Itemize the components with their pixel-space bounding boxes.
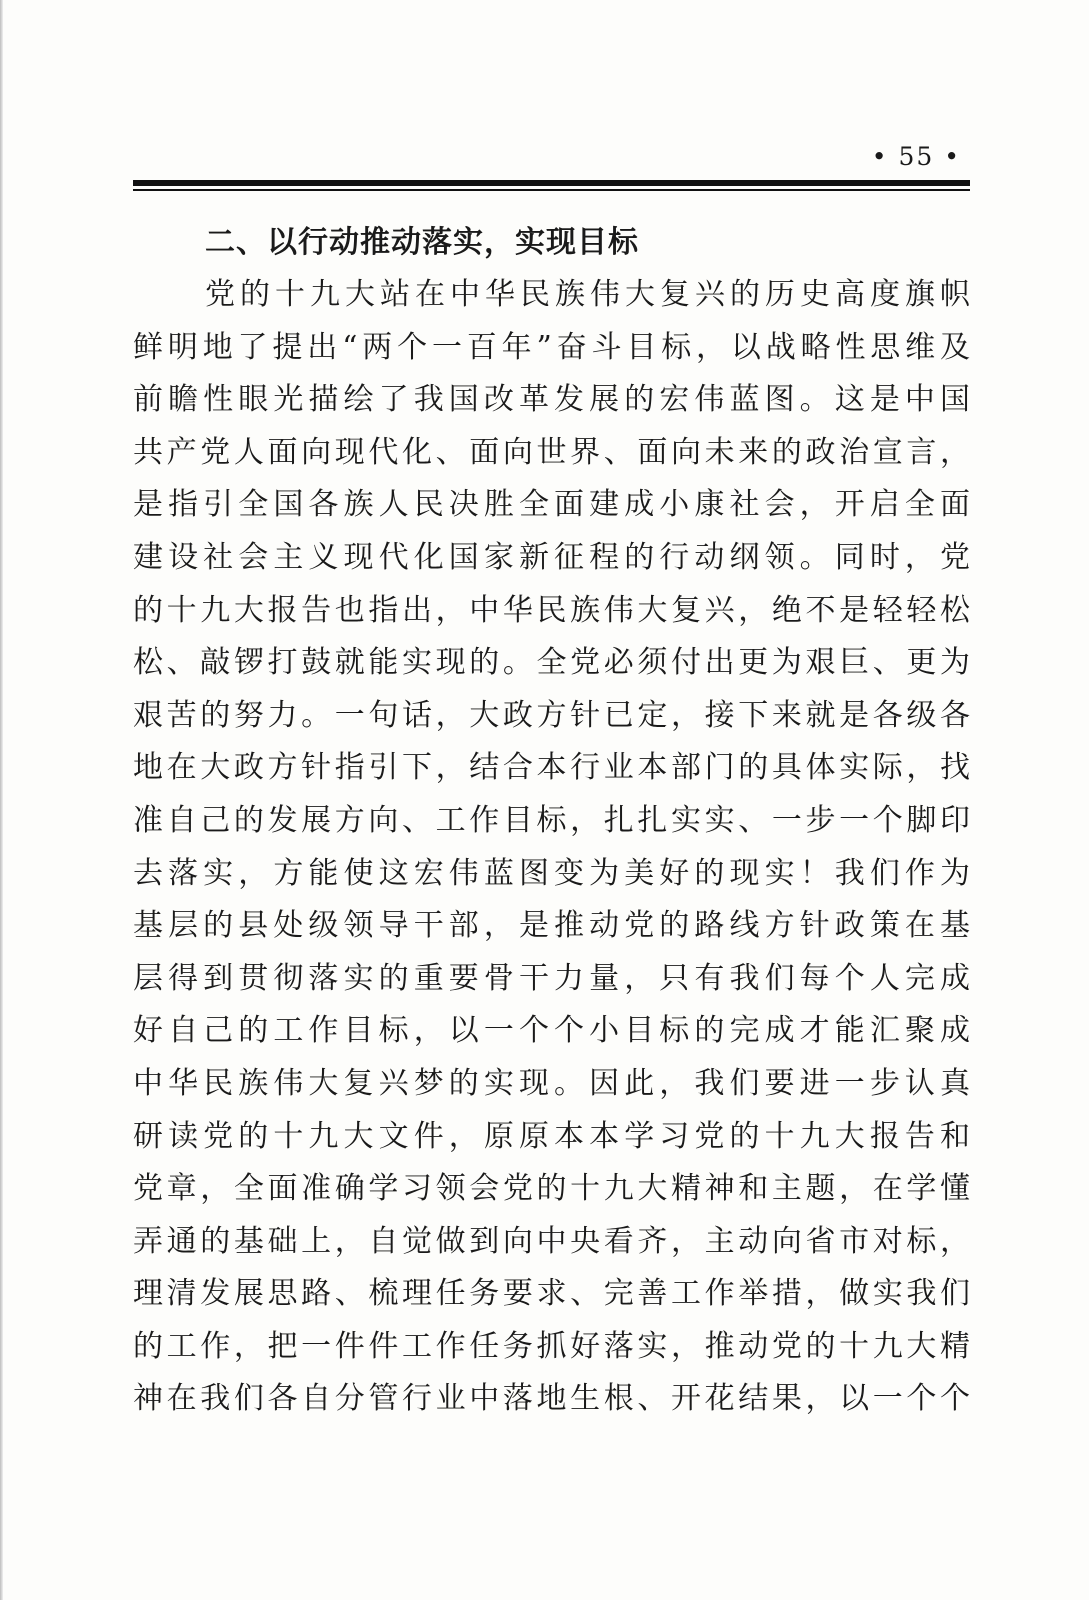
page-edge-shadow (0, 0, 3, 1600)
header-rule-thin (133, 189, 970, 191)
text-line: 的工作，把一件件工作任务抓好落实，推动党的十九大精 (133, 1328, 970, 1364)
text-line: 党的十九大站在中华民族伟大复兴的历史高度旗帜 (205, 277, 970, 312)
header-rule-thick (133, 180, 970, 186)
text-line: 基层的县处级领导干部，是推动党的路线方针政策在基 (133, 908, 970, 944)
text-line: 的十九大报告也指出，中华民族伟大复兴，绝不是轻轻松 (133, 592, 970, 628)
text-line: 中华民族伟大复兴梦的实现。因此，我们要进一步认真 (133, 1065, 970, 1101)
text-line: 是指引全国各族人民决胜全面建成小康社会，开启全面 (133, 487, 970, 523)
text-line: 神在我们各自分管行业中落地生根、开花结果，以一个个 (133, 1381, 970, 1417)
text-line: 准自己的发展方向、工作目标，扎扎实实、一步一个脚印 (133, 802, 970, 838)
text-line: 理清发展思路、梳理任务要求、完善工作举措，做实我们 (133, 1276, 970, 1312)
text-line: 建设社会主义现代化国家新征程的行动纲领。同时，党 (133, 539, 970, 575)
text-line: 前瞻性眼光描绘了我国改革发展的宏伟蓝图。这是中国 (133, 382, 970, 418)
text-line: 党章，全面准确学习领会党的十九大精神和主题，在学懂 (133, 1171, 970, 1207)
section-heading: 二、以行动推动落实，实现目标 (205, 225, 639, 260)
text-line: 艰苦的努力。一句话，大政方针已定，接下来就是各级各 (133, 697, 970, 733)
body-paragraph (133, 269, 970, 1426)
text-line: 松、敲锣打鼓就能实现的。全党必须付出更为艰巨、更为 (133, 645, 970, 681)
text-line: 研读党的十九大文件，原原本本学习党的十九大报告和 (133, 1118, 970, 1154)
text-line: 弄通的基础上，自觉做到向中央看齐，主动向省市对标， (133, 1223, 970, 1259)
text-line: 层得到贯彻落实的重要骨干力量，只有我们每个人完成 (133, 960, 970, 996)
page-number: • 55 • (871, 142, 961, 171)
text-line: 鲜明地了提出“两个一百年”奋斗目标，以战略性思维及 (133, 329, 970, 365)
text-line: 好自己的工作目标，以一个个小目标的完成才能汇聚成 (133, 1013, 970, 1049)
text-line: 共产党人面向现代化、面向世界、面向未来的政治宣言， (133, 434, 970, 470)
text-line: 去落实，方能使这宏伟蓝图变为美好的现实！我们作为 (133, 855, 970, 891)
text-line: 地在大政方针指引下，结合本行业本部门的具体实际，找 (133, 750, 970, 786)
